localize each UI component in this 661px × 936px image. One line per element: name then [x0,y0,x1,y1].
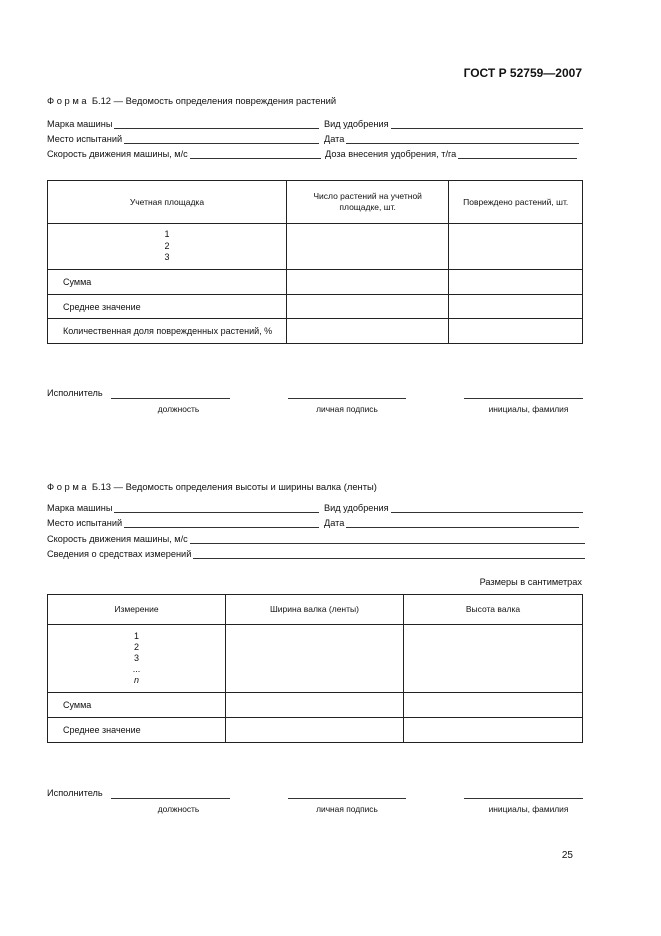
plot-number: 2 [164,240,170,251]
signature-line[interactable] [288,398,406,399]
table-cell[interactable] [404,718,583,743]
name-line[interactable] [464,398,583,399]
table-cell[interactable] [404,693,583,718]
col-header-measurement: Измерение [48,595,226,625]
measurement-number: n [133,675,139,685]
standard-number: ГОСТ Р 52759—2007 [463,66,582,80]
col-header-plant-count: Число растений на учетной площадке, шт. [286,181,449,224]
form-b13-field-row-1 [47,503,583,516]
table-row [48,693,583,718]
machine-brand-field[interactable]: Марка машины [47,119,319,129]
table-cell[interactable] [226,693,404,718]
col-header-height: Высота валка [404,595,583,625]
signature-line[interactable] [288,798,406,799]
table-cell[interactable] [449,295,583,319]
date-field[interactable]: Дата [324,134,579,144]
table-cell[interactable] [226,718,404,743]
form-b13-title [47,481,377,492]
caption-name: инициалы, фамилия [488,804,569,814]
form-b13-field-row-2 [47,518,583,531]
machine-speed-field[interactable]: Скорость движения машины, м/с [47,534,585,544]
table-row-measurements [48,625,583,693]
col-header-plot: Учетная площадка [48,181,287,224]
table-cell[interactable] [286,224,449,270]
page-number: 25 [561,850,573,861]
table-row [48,319,583,344]
units-note: Размеры в сантиметрах [479,577,582,587]
table-row [48,270,583,295]
plant-damage-table [47,180,583,344]
measurement-number: 3 [133,653,139,663]
form-b13-signature-block [47,788,583,818]
machine-speed-field[interactable]: Скорость движения машины, м/с [47,149,321,159]
form-b13-field-row-4 [47,549,583,562]
row-label-mean: Среднее значение [48,295,287,319]
caption-signature: личная подпись [316,404,378,414]
measurement-number: 2 [133,642,139,652]
table-cell[interactable] [286,319,449,344]
plot-number: 1 [164,229,170,240]
executor-label: Исполнитель [47,388,103,398]
table-cell[interactable] [226,625,404,693]
measuring-instruments-field[interactable]: Сведения о средствах измерений [47,549,585,559]
form-title-text: Б.13 — Ведомость определения высоты и ширины валка (ленты) [91,481,377,492]
position-line[interactable] [111,798,230,799]
caption-position: должность [157,804,200,814]
measurement-numbers-cell[interactable] [48,625,226,693]
caption-name: инициалы, фамилия [488,404,569,414]
measurement-number: ... [132,664,141,674]
col-header-width: Ширина валка (ленты) [226,595,404,625]
table-row [48,295,583,319]
executor-label: Исполнитель [47,788,103,798]
table-cell[interactable] [449,270,583,295]
windrow-table [47,594,583,743]
form-b13-field-row-3 [47,534,583,547]
form-title-text: Б.12 — Ведомость определения повреждения растений [91,95,337,106]
row-label-mean: Среднее значение [48,718,226,743]
fertilizer-dose-field[interactable]: Доза внесения удобрения, т/га [325,149,577,159]
table-row-plots [48,224,583,270]
table-cell[interactable] [286,270,449,295]
form-b12-signature-block [47,388,583,418]
form-b12-field-row-1 [47,119,583,132]
caption-signature: личная подпись [316,804,378,814]
caption-position: должность [157,404,200,414]
table-cell[interactable] [286,295,449,319]
table-row [48,718,583,743]
test-site-field[interactable]: Место испытаний [47,518,319,528]
table-cell[interactable] [404,625,583,693]
row-label-damage-share: Количественная доля поврежденных растений, % [48,319,287,344]
date-field[interactable]: Дата [324,518,579,528]
form-b12-field-row-3 [47,149,583,162]
name-line[interactable] [464,798,583,799]
measurement-number: 1 [133,631,139,641]
row-label-sum: Сумма [48,693,226,718]
plot-number: 3 [164,252,170,263]
form-b12-title [47,95,336,106]
table-header-row [48,181,583,224]
form-word: Форма [47,481,90,492]
col-header-damaged: Повреждено растений, шт. [449,181,583,224]
plot-numbers-cell[interactable] [48,224,287,270]
form-b12-field-row-2 [47,134,583,147]
form-word: Форма [47,95,90,106]
fertilizer-type-field[interactable]: Вид удобрения [324,503,583,513]
table-cell[interactable] [449,224,583,270]
table-header-row [48,595,583,625]
row-label-sum: Сумма [48,270,287,295]
fertilizer-type-field[interactable]: Вид удобрения [324,119,583,129]
position-line[interactable] [111,398,230,399]
test-site-field[interactable]: Место испытаний [47,134,319,144]
machine-brand-field[interactable]: Марка машины [47,503,319,513]
table-cell[interactable] [449,319,583,344]
